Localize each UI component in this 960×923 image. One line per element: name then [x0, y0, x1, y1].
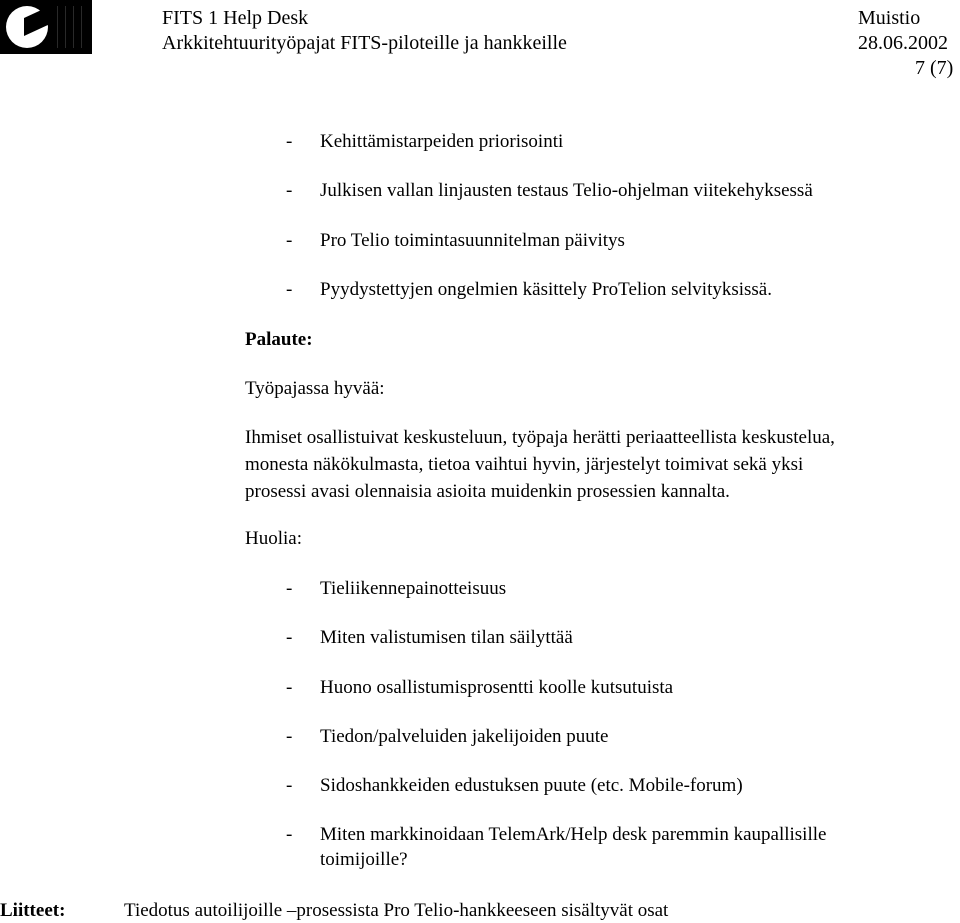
list-dash: - [286, 230, 293, 251]
concern-text: Tiedon/palveluiden jakelijoiden puute [320, 726, 609, 747]
list-dash: - [286, 677, 293, 698]
concern-text: Miten markkinoidaan TelemArk/Help desk paremmin kaupallisille [320, 824, 827, 845]
good-text-line: monesta näkökulmasta, tietoa vaihtui hyvin, järjestelyt toimivat sekä yksi [245, 454, 804, 475]
list-dash: - [286, 578, 293, 599]
concerns-label: Huolia: [245, 528, 302, 549]
header-doc-type: Muistio [858, 7, 921, 29]
logo-wordmark-icon [54, 6, 88, 48]
concern-text-continuation: toimijoille? [320, 849, 408, 870]
concern-text: Tieliikennepainotteisuus [320, 578, 507, 599]
list-dash: - [286, 726, 293, 747]
list-dash: - [286, 627, 293, 648]
list-dash: - [286, 775, 293, 796]
company-logo [0, 0, 92, 54]
logo-mark-icon [6, 6, 48, 48]
header-subtitle: Arkkitehtuurityöpajat FITS-piloteille ja hankkeille [162, 32, 567, 54]
good-label: Työpajassa hyvää: [245, 378, 385, 399]
list-dash: - [286, 279, 293, 300]
list-dash: - [286, 131, 293, 152]
header-page-number: 7 (7) [915, 57, 954, 79]
concern-text: Huono osallistumisprosentti koolle kutsutuista [320, 677, 674, 698]
list-item-text: Pro Telio toimintasuunnitelman päivitys [320, 230, 625, 251]
concern-text: Miten valistumisen tilan säilyttää [320, 627, 573, 648]
concern-text: Sidoshankkeiden edustuksen puute (etc. Mobile-forum) [320, 775, 743, 796]
header-title: FITS 1 Help Desk [162, 7, 309, 29]
list-dash: - [286, 180, 293, 201]
feedback-heading: Palaute: [245, 329, 313, 350]
list-item-text: Kehittämistarpeiden priorisointi [320, 131, 564, 152]
attachments-text: Tiedotus autoilijoille –prosessista Pro Telio-hankkeeseen sisältyvät osat [124, 900, 669, 921]
list-dash: - [286, 824, 293, 845]
list-item-text: Julkisen vallan linjausten testaus Telio-ohjelman viitekehyksessä [320, 180, 813, 201]
good-text-line: prosessi avasi olennaisia asioita muidenkin prosessien kannalta. [245, 481, 730, 502]
attachments-label: Liitteet: [0, 900, 66, 921]
header-date: 28.06.2002 [858, 32, 948, 54]
good-text-line: Ihmiset osallistuivat keskusteluun, työpaja herätti periaatteellista keskustelua, [245, 427, 835, 448]
list-item-text: Pyydystettyjen ongelmien käsittely ProTelion selvityksissä. [320, 279, 772, 300]
